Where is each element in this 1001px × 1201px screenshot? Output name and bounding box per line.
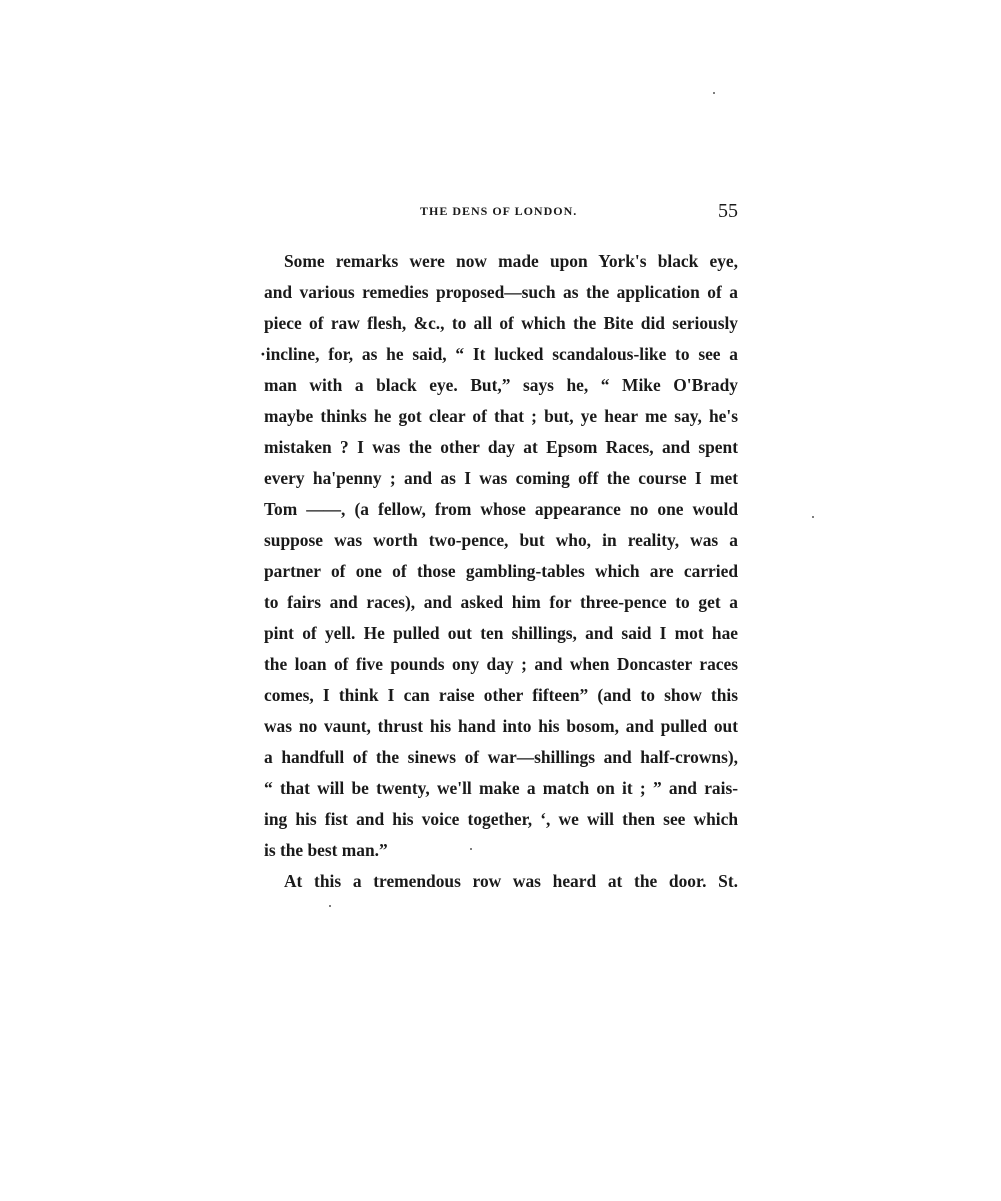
text-line: man with a black eye. But,” says he, “ Mike O'Brady: [264, 375, 738, 395]
page-number: 55: [718, 200, 738, 222]
running-header: [264, 202, 740, 224]
text-line: to fairs and races), and asked him for three-pence to get a: [264, 592, 738, 612]
text-line: At this a tremendous row was heard at the door. St.: [284, 871, 738, 891]
text-line: mistaken ? I was the other day at Epsom Races, and spent: [264, 437, 738, 457]
text-line: the loan of five pounds ony day ; and when Doncaster races: [264, 654, 738, 674]
body-text: [260, 246, 738, 897]
text-line: and various remedies proposed—such as the application of a: [264, 282, 738, 302]
scan-speck: [329, 905, 331, 907]
text-line: pint of yell. He pulled out ten shillings, and said I mot hae: [264, 623, 738, 643]
text-line: piece of raw flesh, &c., to all of which the Bite did seriously: [264, 313, 738, 333]
scan-speck: [470, 848, 472, 850]
text-line: is the best man.”: [264, 840, 388, 860]
text-line: was no vaunt, thrust his hand into his bosom, and pulled out: [264, 716, 738, 736]
scan-speck: [713, 92, 715, 94]
text-line: Tom ——, (a fellow, from whose appearance no one would: [264, 499, 738, 519]
text-line: every ha'penny ; and as I was coming off the course I met: [264, 468, 738, 488]
text-line: ing his fist and his voice together, ‘, we will then see which: [264, 809, 738, 829]
text-line: Some remarks were now made upon York's black eye,: [284, 251, 738, 271]
text-line: “ that will be twenty, we'll make a match on it ; ” and rais-: [264, 778, 738, 798]
text-line: suppose was worth two-pence, but who, in reality, was a: [264, 530, 738, 550]
text-line: partner of one of those gambling-tables which are carried: [264, 561, 738, 581]
text-line: comes, I think I can raise other fifteen” (and to show this: [264, 685, 738, 705]
text-line: a handfull of the sinews of war—shillings and half-crowns),: [264, 747, 738, 767]
scan-speck: [812, 516, 814, 518]
text-line: ·incline, for, as he said, “ It lucked scandalous-like to see a: [260, 344, 738, 364]
running-title: THE DENS OF LONDON.: [420, 204, 578, 218]
text-line: maybe thinks he got clear of that ; but, ye hear me say, he's: [264, 406, 738, 426]
